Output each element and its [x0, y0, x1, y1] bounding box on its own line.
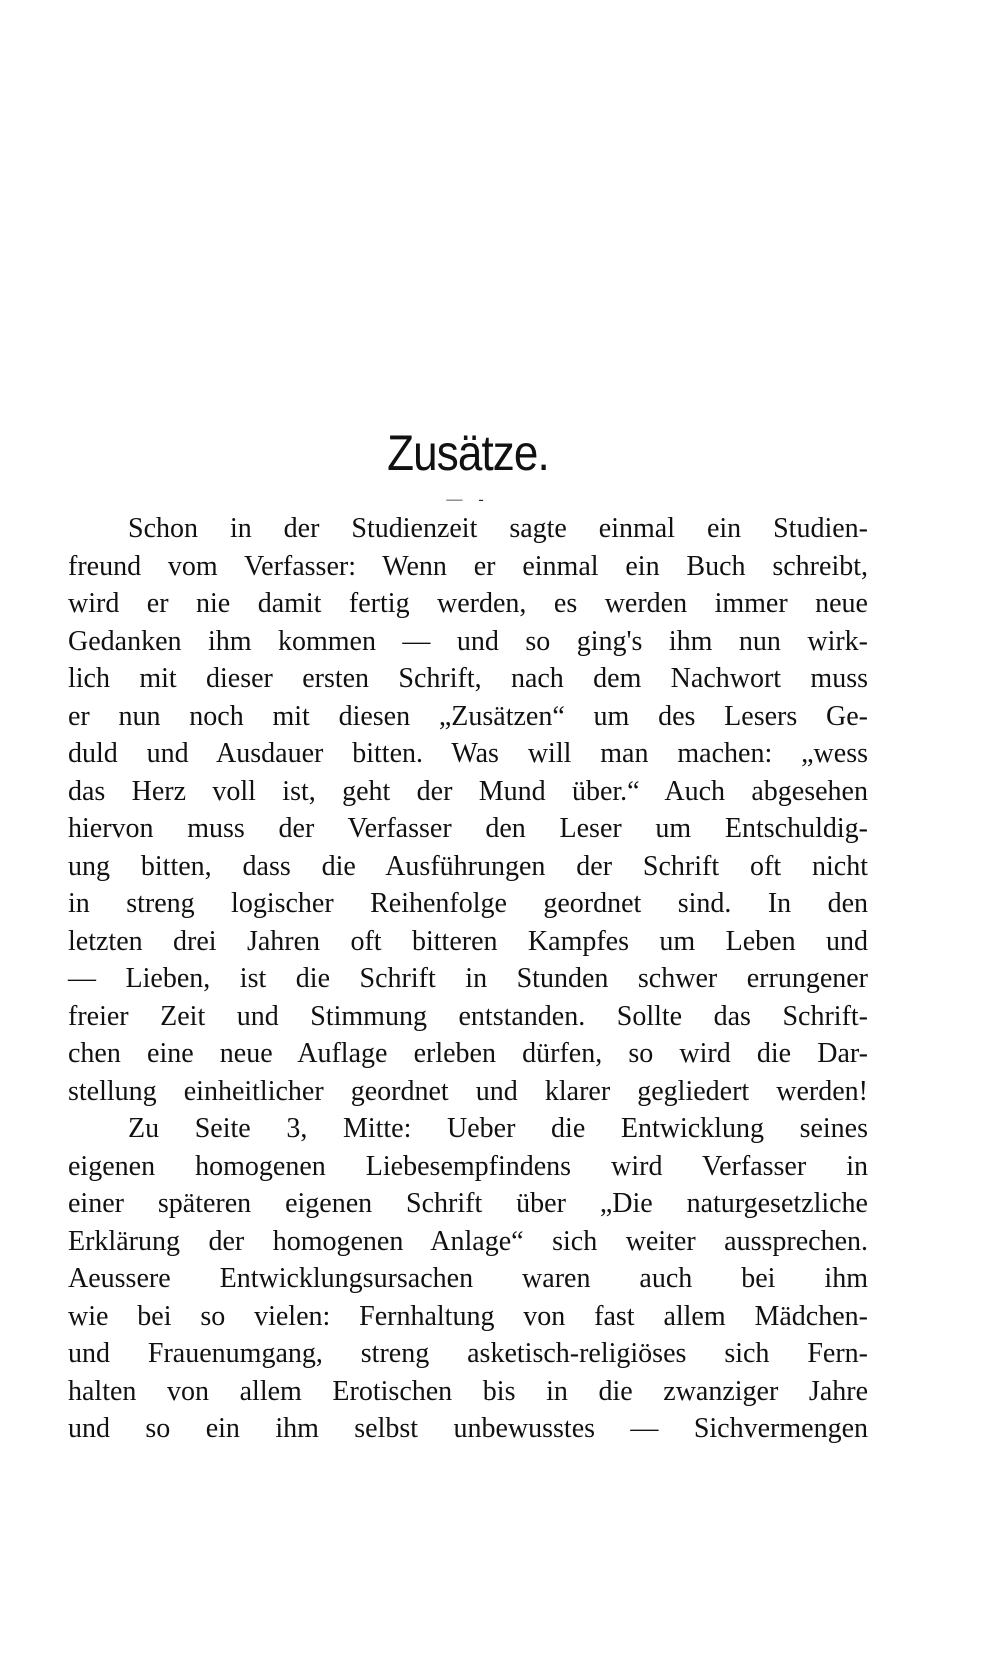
text-line: er nun noch mit diesen „Zusätzen“ um des Lesers Ge-: [68, 700, 868, 732]
text-line: freier Zeit und Stimmung entstanden. Sollte das Schrift-: [68, 1000, 868, 1032]
text-line: duld und Ausdauer bitten. Was will man machen: „wess: [68, 738, 868, 769]
heading-divider: — -: [446, 491, 490, 508]
text-line: Aeussere Entwicklungsursachen waren auch bei ihm: [68, 1263, 868, 1294]
text-line: letzten drei Jahren oft bitteren Kampfes um Leben und: [68, 925, 868, 957]
text-line: Gedanken ihm kommen — und so ging's ihm nun wirk-: [68, 625, 868, 657]
text-line: chen eine neue Auflage erleben dürfen, so wird die Dar-: [68, 1038, 868, 1069]
page-heading: Zusätze.: [387, 425, 549, 481]
text-line: Zu Seite 3, Mitte: Ueber die Entwicklung seines: [128, 1113, 868, 1144]
text-line: und Frauenumgang, streng asketisch-religiöses sich Fern-: [68, 1338, 868, 1369]
text-line: Schon in der Studienzeit sagte einmal ein Studien-: [128, 513, 868, 544]
text-line: und so ein ihm selbst unbewusstes — Sichvermengen: [68, 1413, 868, 1444]
text-line: ung bitten, dass die Ausführungen der Schrift oft nicht: [68, 850, 868, 882]
text-line: einer späteren eigenen Schrift über „Die naturgesetzliche: [68, 1188, 868, 1219]
text-line: wird er nie damit fertig werden, es werden immer neue: [68, 588, 868, 619]
text-line: eigenen homogenen Liebesempfindens wird Verfasser in: [68, 1150, 868, 1182]
text-line: lich mit dieser ersten Schrift, nach dem Nachwort muss: [68, 663, 868, 694]
text-line: halten von allem Erotischen bis in die zwanziger Jahre: [68, 1375, 868, 1407]
text-line: hiervon muss der Verfasser den Leser um Entschuldig-: [68, 813, 868, 844]
body-text: [68, 510, 868, 1448]
text-line: in streng logischer Reihenfolge geordnet sind. In den: [68, 888, 868, 919]
text-line: wie bei so vielen: Fernhaltung von fast allem Mädchen-: [68, 1300, 868, 1332]
text-line: stellung einheitlicher geordnet und klarer gegliedert werden!: [68, 1075, 868, 1107]
text-line: Erklärung der homogenen Anlage“ sich weiter aussprechen.: [68, 1225, 868, 1257]
text-line: — Lieben, ist die Schrift in Stunden schwer errungener: [68, 963, 868, 994]
text-line: freund vom Verfasser: Wenn er einmal ein Buch schreibt,: [68, 550, 868, 582]
text-line: das Herz voll ist, geht der Mund über.“ Auch abgesehen: [68, 775, 868, 807]
